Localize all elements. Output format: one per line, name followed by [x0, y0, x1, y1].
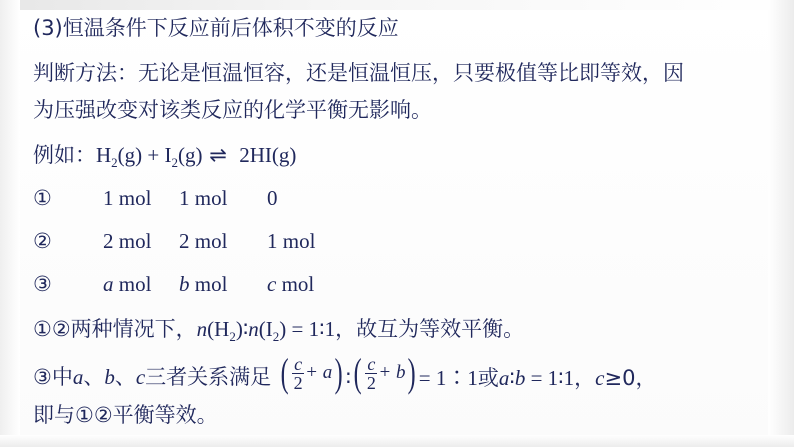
row-value-h2: 1 mol [103, 186, 152, 210]
method-label: 判断方法： [33, 61, 138, 85]
ratio-expression: $n(H_2)∶n(I_2)$ = 1∶1， [196, 317, 357, 344]
row-value-h2: a mol [103, 272, 152, 296]
method-line-2: 为压强改变对该类反应的化学平衡无影响。 [33, 98, 432, 122]
row-value-h2: 2 mol [103, 229, 152, 253]
row-value-hi: 0 [267, 186, 278, 210]
method-line-1 [33, 59, 684, 87]
method-text-1: 无论是恒温恒容，还是恒温恒压，只要极值等比即等效，因 [138, 61, 684, 85]
row-value-i2: 2 mol [179, 229, 228, 253]
reactant-h2: $H_2(g) + I_2(g)$ [96, 143, 203, 170]
frame-bottom-edge [0, 435, 794, 447]
example-label: 例如： [33, 143, 96, 167]
conclusion-1: ①②两种情况下，$n(H_2)∶n(I_2)$ = 1∶1，故互为等效平衡。 [33, 317, 525, 344]
frame-left-edge [0, 0, 20, 447]
row-number: ① [33, 186, 52, 210]
product-hi: 2HI(g) [239, 143, 297, 167]
fraction-expression-1: ( $\frac{c}{2}$ + a) [280, 350, 343, 395]
row-number: ② [33, 229, 52, 253]
equilibrium-arrow-icon: ⇌ [209, 143, 227, 167]
row-value-i2: 1 mol [179, 186, 228, 210]
row-value-i2: b mol [179, 272, 228, 296]
conclusion-2-line-2: 即与①②平衡等效。 [33, 403, 218, 427]
row-value-hi: c mol [267, 272, 315, 296]
section-title: (3)恒温条件下反应前后体积不变的反应 [33, 16, 399, 40]
frame-top-edge [0, 0, 794, 10]
row-number: ③ [33, 272, 52, 296]
row-value-hi: 1 mol [267, 229, 316, 253]
frame-right-edge [768, 0, 794, 447]
example-reaction [33, 141, 296, 172]
conclusion-2-line-1: ③中a、b、c三者关系满足 ( $\frac{c}{2}$ + a) ∶( $\frac{c}{2}$ + b) = 1∶1或a∶b = 1∶1，c≥0， [33, 350, 657, 395]
fraction-expression-2: ( $\frac{c}{2}$ + b) [353, 350, 417, 395]
